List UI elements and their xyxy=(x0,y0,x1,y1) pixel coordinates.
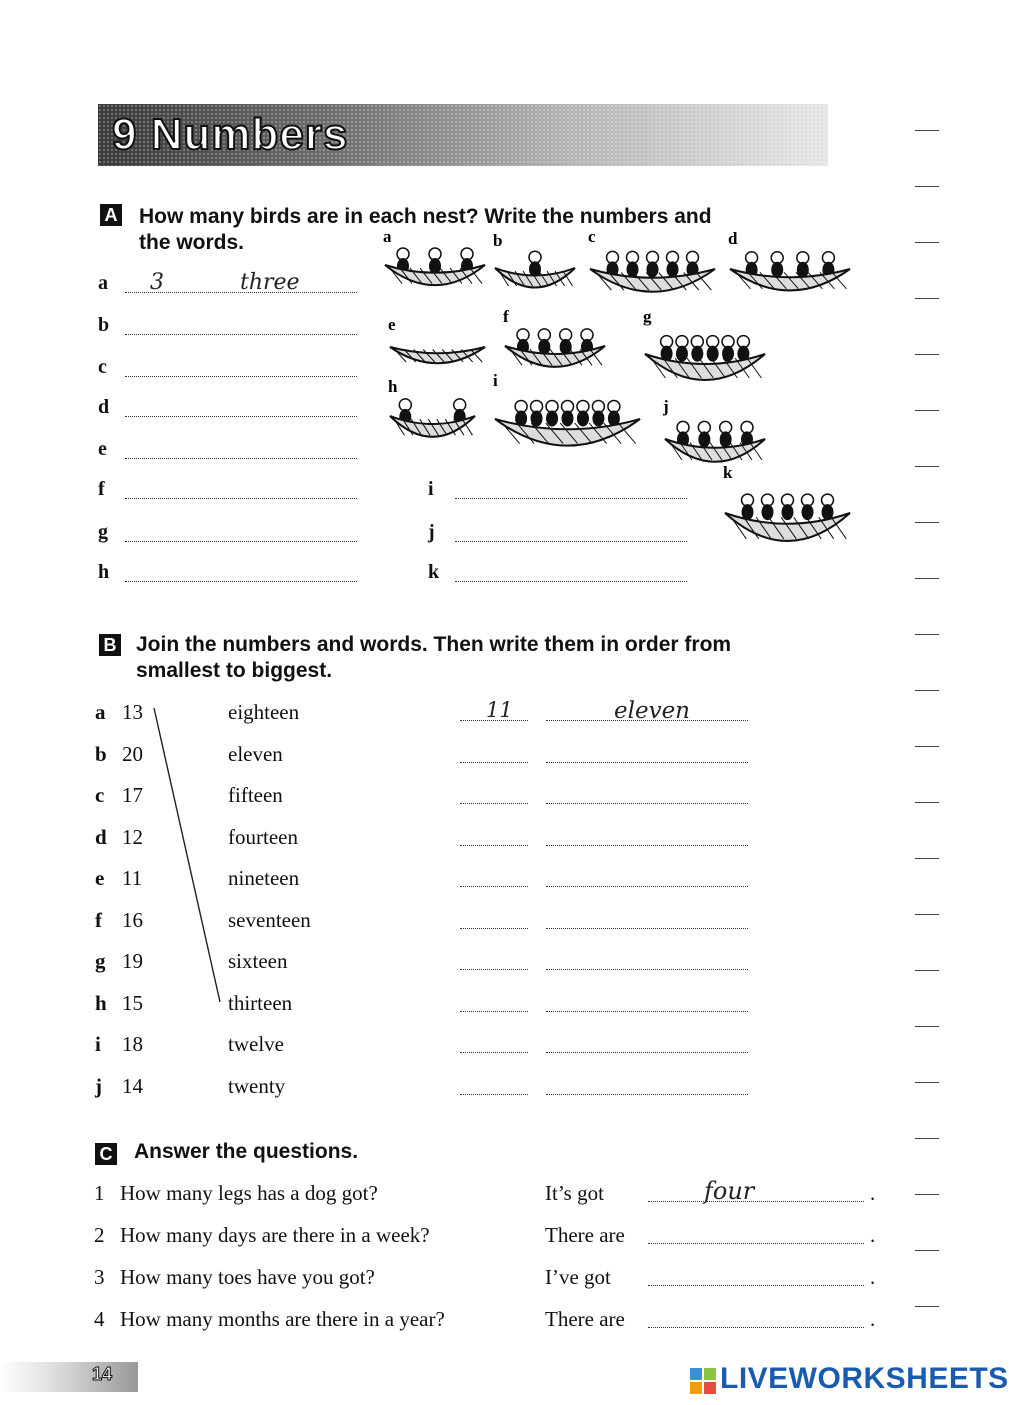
margin-dash xyxy=(915,1082,939,1083)
section-c-instruction: Answer the questions. xyxy=(134,1140,359,1163)
nest-label: h xyxy=(388,377,398,396)
section-a-instruction-line1: How many birds are in each nest? Write the numbers and xyxy=(139,205,712,228)
liveworksheets-logo-icon xyxy=(690,1368,716,1394)
nest-label: k xyxy=(723,463,733,482)
nest-c xyxy=(590,251,715,291)
question-number: 3 xyxy=(94,1265,105,1289)
section-b-instruction-line1: Join the numbers and words. Then write them in order from xyxy=(136,633,732,656)
row-b-word: eleven xyxy=(228,741,283,766)
margin-dash xyxy=(915,1026,939,1027)
nest-a xyxy=(385,248,485,285)
answer-number-line xyxy=(460,762,528,763)
margin-dash xyxy=(915,242,939,243)
answer-number-line xyxy=(460,1011,528,1012)
answer-number-line xyxy=(460,886,528,887)
answer-word-line xyxy=(546,969,748,970)
row-b-number: 19 xyxy=(122,949,143,973)
answer-line[interactable] xyxy=(455,581,687,582)
row-b-label: f xyxy=(95,907,102,932)
margin-dash xyxy=(915,410,939,411)
answer-word[interactable]: three xyxy=(240,270,300,295)
margin-dash xyxy=(915,858,939,859)
margin-dash xyxy=(915,1138,939,1139)
answer-end: . xyxy=(870,1265,876,1289)
row-b-word: seventeen xyxy=(228,907,311,932)
answer-line[interactable] xyxy=(455,498,687,499)
nest-label: i xyxy=(493,371,498,390)
answer-line xyxy=(648,1243,864,1244)
margin-dash xyxy=(915,186,939,187)
section-b-instruction-line2: smallest to biggest. xyxy=(136,659,333,682)
answer-word-line xyxy=(546,845,748,846)
row-a-label: d xyxy=(98,396,110,418)
answer-number[interactable]: 11 xyxy=(486,698,513,722)
row-b-number: 15 xyxy=(122,990,143,1015)
answer-line xyxy=(648,1327,864,1328)
answer-prefix: There are xyxy=(545,1307,625,1331)
margin-dash xyxy=(915,690,939,691)
answer-number-line xyxy=(460,845,528,846)
row-a-label: k xyxy=(428,561,440,583)
nest-h xyxy=(390,399,475,437)
row-b-word: eighteen xyxy=(228,700,300,724)
nest-label: f xyxy=(503,307,509,326)
margin-dash xyxy=(915,298,939,299)
row-b-word: fourteen xyxy=(228,824,298,849)
row-a-label: a xyxy=(98,272,108,294)
margin-dash xyxy=(915,1306,939,1307)
answer-prefix: There are xyxy=(545,1223,625,1247)
answer-prefix: I’ve got xyxy=(545,1265,611,1289)
section-b-badge: B xyxy=(99,634,121,656)
nest-label: b xyxy=(493,231,503,250)
row-a-label: g xyxy=(98,521,108,543)
margin-dash xyxy=(915,914,939,915)
nest-g xyxy=(645,336,765,380)
question-text: How many toes have you got? xyxy=(120,1265,375,1289)
answer-end: . xyxy=(870,1181,876,1205)
row-b-label: e xyxy=(95,866,105,890)
question-text: How many days are there in a week? xyxy=(120,1223,430,1247)
margin-dash xyxy=(915,578,939,579)
join-line xyxy=(140,700,240,1020)
brand-name: LIVEWORKSHEETS xyxy=(720,1362,1009,1395)
section-a-instruction-line2: the words. xyxy=(139,231,245,254)
margin-dash xyxy=(915,1250,939,1251)
nest-f xyxy=(505,329,605,367)
row-b-number: 18 xyxy=(122,1032,143,1056)
nest-label: c xyxy=(588,227,596,246)
answer-word-line xyxy=(546,1011,748,1012)
question-number: 2 xyxy=(94,1223,105,1247)
answer-word-line xyxy=(546,762,748,763)
row-b-number: 20 xyxy=(122,741,143,766)
answer-number[interactable]: 3 xyxy=(150,270,164,295)
answer-number-line xyxy=(460,1094,528,1095)
row-b-word: nineteen xyxy=(228,866,300,890)
answer-line xyxy=(648,1201,864,1202)
row-b-word: sixteen xyxy=(228,949,288,973)
answer-line xyxy=(648,1285,864,1286)
margin-dash xyxy=(915,802,939,803)
row-b-word: fifteen xyxy=(228,783,283,807)
question-number: 4 xyxy=(94,1307,105,1331)
answer-word-line xyxy=(546,1094,748,1095)
nest-label: g xyxy=(643,307,652,326)
answer-line xyxy=(125,498,357,499)
row-b-label: j xyxy=(95,1073,102,1098)
answer-line xyxy=(125,541,357,542)
row-a-label: j xyxy=(428,521,435,543)
answer-text[interactable]: four xyxy=(704,1177,755,1205)
question-text: How many legs has a dog got? xyxy=(120,1181,378,1205)
nest-label: a xyxy=(383,227,392,246)
answer-prefix: It’s got xyxy=(545,1181,604,1205)
row-b-number: 14 xyxy=(122,1073,143,1098)
answer-word-line xyxy=(546,1052,748,1053)
section-c-badge: C xyxy=(95,1143,117,1165)
answer-line[interactable] xyxy=(455,541,687,542)
margin-dash xyxy=(915,1194,939,1195)
footer-page-banner xyxy=(0,1362,138,1392)
page-number: 14 xyxy=(92,1364,113,1384)
answer-word-line xyxy=(546,928,748,929)
nest-j xyxy=(665,421,765,461)
row-a-label: i xyxy=(428,478,434,500)
row-b-number: 13 xyxy=(122,700,143,724)
row-a-label: f xyxy=(98,478,105,500)
answer-line xyxy=(125,376,357,377)
question-number: 1 xyxy=(94,1181,105,1205)
answer-number-line xyxy=(460,803,528,804)
row-a-label: e xyxy=(98,438,107,460)
bird-nests-illustration xyxy=(383,227,855,590)
answer-line xyxy=(125,581,357,582)
row-a-label: h xyxy=(98,561,110,583)
answer-line xyxy=(125,416,357,417)
answer-line xyxy=(125,458,357,459)
row-b-label: b xyxy=(95,741,107,766)
answer-word[interactable]: eleven xyxy=(614,698,690,724)
section-a-badge: A xyxy=(100,204,122,226)
answer-number-line xyxy=(460,969,528,970)
nest-e xyxy=(390,347,485,363)
margin-dash xyxy=(915,522,939,523)
row-b-number: 11 xyxy=(122,866,143,890)
nest-i xyxy=(495,400,640,445)
row-b-word: twelve xyxy=(228,1032,284,1056)
answer-word-line xyxy=(546,886,748,887)
row-b-number: 16 xyxy=(122,907,143,932)
margin-dash xyxy=(915,130,939,131)
margin-dash xyxy=(915,466,939,467)
row-b-label: c xyxy=(95,783,105,807)
nest-k xyxy=(725,494,850,541)
row-b-word: twenty xyxy=(228,1073,286,1098)
answer-number-line xyxy=(460,928,528,929)
nest-label: j xyxy=(663,397,669,416)
nest-label: d xyxy=(728,229,738,248)
answer-end: . xyxy=(870,1223,876,1247)
margin-dash xyxy=(915,354,939,355)
row-b-number: 12 xyxy=(122,824,143,849)
row-b-label: i xyxy=(95,1032,101,1056)
row-b-label: g xyxy=(95,949,106,973)
nest-d xyxy=(730,252,850,291)
margin-dash xyxy=(915,634,939,635)
answer-line xyxy=(125,334,357,335)
answer-end: . xyxy=(870,1307,876,1331)
nest-b xyxy=(495,251,575,287)
page-title: 9 Numbers xyxy=(112,110,349,159)
question-text: How many months are there in a year? xyxy=(120,1307,445,1331)
row-a-label: c xyxy=(98,356,107,378)
answer-number-line xyxy=(460,1052,528,1053)
margin-dash xyxy=(915,970,939,971)
row-b-word: thirteen xyxy=(228,990,293,1015)
row-b-number: 17 xyxy=(122,783,143,807)
row-b-label: d xyxy=(95,824,107,849)
row-b-label: h xyxy=(95,990,107,1015)
row-b-label: a xyxy=(95,700,106,724)
nest-label: e xyxy=(388,315,396,334)
row-a-label: b xyxy=(98,314,110,336)
margin-dash xyxy=(915,746,939,747)
answer-word-line xyxy=(546,803,748,804)
